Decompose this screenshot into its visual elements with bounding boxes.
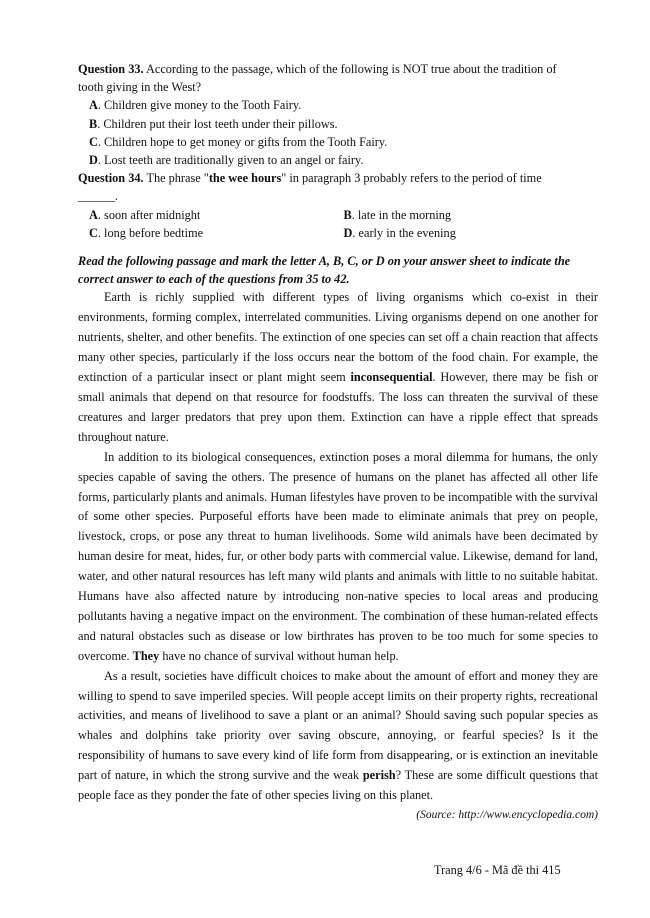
question-34-label: Question 34.	[78, 171, 144, 186]
q34-options-row-1	[78, 206, 598, 224]
question-33-label: Question 33.	[78, 62, 144, 76]
paragraph-3: As a result, societies have difficult choices to make about the amount of effort and money they are willing to spend to save imperiled species. Will people accept limits on their property rights, recreational activities, and means of livelihood to save a plant or an animal? Should saving such popular species as whales and dolphins take priority over saving obscure, annoying, or fearful species? Is it the responsibility of humans to save every kind of life form from disappearing, or is extinction an inevitable part of nature, in which the strong survive and the weak perish? These are some difficult questions that people face as they ponder the fate of other species living on this planet.	[78, 668, 599, 803]
q33-option-c: C. Children hope to get money or gifts from the Tooth Fairy.	[89, 134, 388, 149]
keyword-inconsequential: inconsequential	[350, 370, 433, 385]
question-34-stem: Question 34. The phrase "the wee hours" in paragraph 3 probably refers to the period of time	[78, 171, 542, 186]
question-34-keyword: the wee hours	[208, 171, 282, 186]
paragraph-2: In addition to its biological consequences, extinction poses a moral dilemma for humans, the only species capable of saving the others. The presence of humans on the planet has affected all other life forms, particularly plants and animals. Human lifestyles have proven to be incompatible with the survival of some other species. Purposeful efforts have been made to eliminate animals that prey on people, livestock, crops, or pose any threat to human livelihoods. Some wild animals have been decimated by human desire for meat, hides, fur, or other body parts with commercial value. Likewise, demand for land, water, and other natural resources has left many wild plants and animals with little to no suitable habitat. Humans have also affected nature by introducing non-native species to local areas and producing pollutants having a negative impact on the environment. The combination of these human-related effects and natural obstacles such as disease or low birthrates has proven to be too much for some species to overcome. They have no chance of survival without human help.	[78, 449, 598, 663]
exam-page	[78, 60, 598, 824]
q34-option-a: A. soon after midnight	[89, 207, 201, 222]
q33-option-b: B. Children put their lost teeth under their pillows.	[89, 116, 338, 131]
question-33-text: According to the passage, which of the following is NOT true about the tradition of	[143, 62, 557, 76]
question-34-blank: ______.	[78, 189, 118, 204]
question-33-stem-cont: tooth giving in the West?	[78, 80, 202, 95]
paragraph-1: Earth is richly supplied with different types of living organisms which co-exist in their environments, forming complex, interrelated communities. Living organisms depend on one another for nutrients, shelter, and other benefits. The extinction of one species can set off a chain reaction that affects many other species, particularly if the loss occurs near the bottom of the food chain. For example, the extinction of a particular insect or plant might seem inconsequential. However, there may be fish or small animals that depend on that resource for foodstuffs. The loss can threaten the survival of these creatures and larger predators that prey upon them. Extinction can have a ripple effect that spreads throughout nature.	[78, 290, 598, 444]
keyword-perish: perish	[362, 768, 396, 783]
source-citation: (Source: http://www.encyclopedia.com)	[416, 809, 598, 821]
q34-options-row-2	[78, 224, 598, 242]
keyword-they: They	[132, 648, 160, 663]
q34-option-b: B. late in the morning	[343, 207, 452, 222]
question-33-stem	[78, 60, 598, 78]
question-33	[78, 60, 598, 169]
q34-option-d: D. early in the evening	[343, 225, 456, 240]
page-footer: Trang 4/6 - Mã đề thi 415	[434, 863, 561, 877]
passage-instruction: Read the following passage and mark the letter A, B, C, or D on your answer sheet to indicate the correct answer to each of the questions from 35 to 42.	[78, 254, 571, 287]
q34-option-c: C. long before bedtime	[89, 225, 204, 240]
q33-option-a: A. Children give money to the Tooth Fairy.	[89, 98, 302, 113]
q33-option-d: D. Lost teeth are traditionally given to an angel or fairy.	[89, 153, 364, 168]
question-34	[78, 169, 598, 242]
